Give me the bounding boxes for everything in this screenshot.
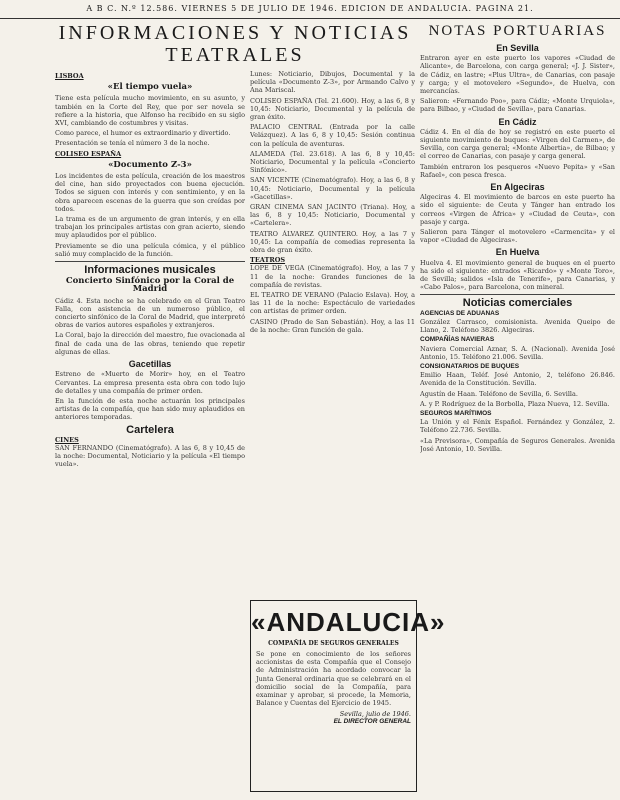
port-notes-title: NOTAS PORTUARIAS xyxy=(428,23,607,39)
paragraph: Previamente se dio una película cómica, y el público salió muy complacido de la función. xyxy=(55,241,245,258)
paragraph: Entraron ayer en este puerto los vapores «Ciudad de Alicante», de Barcelona, con carga general; «J. J. Sister», de Cádiz, en lastre; «Plus Ultra», de Canarias, con pasaje y carga; y el motovelero «Segundo», de Huelva, con mercancías. xyxy=(420,54,615,96)
divider xyxy=(55,261,245,262)
paragraph: Agustín de Haan. Teléfono de Sevilla, 6. Sevilla. xyxy=(420,389,578,398)
article-heading: Concierto Sinfónico por la Coral de Madrid xyxy=(65,276,235,295)
category-label: SEGUROS MARÍTIMOS xyxy=(420,409,492,417)
paragraph: «La Previsora», Compañía de Seguros Generales. Avenida José Antonio, 10. Sevilla. xyxy=(420,436,615,453)
section-heading: En Sevilla xyxy=(496,43,539,53)
ad-signature-date: Sevilla, julio de 1946. xyxy=(339,710,411,719)
section-heading: Noticias comerciales xyxy=(462,297,573,310)
paragraph: Emilio Haan, Teléf. José Antonio, 2, teléfono 26.846. Avenida de la Constitución. Sevilla. xyxy=(420,371,615,388)
ad-signature: EL DIRECTOR GENERAL xyxy=(333,718,411,726)
column-middle xyxy=(250,70,415,595)
paragraph: EL TEATRO DE VERANO (Palacio Eslava). Hoy, a las 11 de la noche: Espectáculo de variedades con artistas de primer orden. xyxy=(250,291,415,316)
paragraph: Los incidentes de esta película, creación de los maestros del cine, han sido proyectados con buena ejecución. Todos se siguen con interés y con sentimiento, y en la obra aparecen escenas de la guerra que son creídas por todos. xyxy=(55,172,245,213)
paragraph: ALAMEDA (Tel. 23.618). A las 6, 8 y 10,45: Noticiario, Documental y la película «Concierto Sinfónico». xyxy=(250,149,415,175)
paragraph: SAN VICENTE (Cinematógrafo). Hoy, a las 6, 8 y 10,45: Noticiario, Documental y la película «Gacetillas». xyxy=(250,176,415,201)
section-heading: En Huelva xyxy=(495,247,540,258)
paragraph: CASINO (Prado de San Sebastián). Hoy, a las 11 de la noche: Gran función de gala. xyxy=(250,317,415,334)
paragraph: Huelva 4. El movimiento general de buques en el puerto ha sido el siguiente: entrados «Ricardo» y «Monte Toro», de Sevilla; salidos «Isla de Tenerife», para Canarias, y «Cabo Palos», para Barcelona, con mineral. xyxy=(420,258,615,292)
section-tag: CINES xyxy=(55,435,79,444)
paragraph: SAN FERNANDO (Cinematógrafo). A las 6, 8 y 10,45 de la noche: Documental, Noticiario y la película «El tiempo vuela». xyxy=(55,443,245,469)
paragraph: Tiene esta película mucho movimiento, en su asunto, y también en la Corte del Rey, que por ser novela se refiere a la historia, que Alfonso ha recibido en su siglo XVI, cambiando de costumbres y visitas. xyxy=(55,94,245,128)
paragraph: COLISEO ESPAÑA (Tel. 21.600). Hoy, a las 6, 8 y 10,45: Noticiario, Documental y la película de gran éxito. xyxy=(250,96,415,122)
section-heading: En Cádiz xyxy=(498,116,537,127)
paragraph: Presentación se tenía el número 3 de la noche. xyxy=(55,139,210,148)
paragraph: Como parece, el humor es extraordinario y divertido. xyxy=(55,129,231,138)
paragraph: Algeciras 4. El movimiento de barcos en este puerto ha sido el siguiente: de Ceuta y Tánger han entrado los correos «Virgen de África» y «Ciudad de Ceuta», con pasaje y carga. xyxy=(420,193,615,226)
section-heading: En Algeciras xyxy=(490,182,545,193)
divider xyxy=(420,294,615,295)
paragraph: La Unión y el Fénix Español. Fernández y González, 2. Teléfono 22.736. Sevilla. xyxy=(420,418,615,435)
paragraph: También entraron los pesqueros «Nuevo Pepita» y «San Rafael», con pesca fresca. xyxy=(420,162,615,179)
paragraph: PALACIO CENTRAL (Entrada por la calle Velázquez). A las 6, 8 y 10,45: Sesión continua con la película de aventuras. xyxy=(250,123,415,148)
column-right xyxy=(420,22,615,795)
column-left xyxy=(55,70,245,795)
paragraph: GRAN CINEMA SAN JACINTO (Triana). Hoy, a las 6, 8 y 10,45: Noticiario, Documental y «Cartelera». xyxy=(250,203,415,228)
section-heading: Cartelera xyxy=(126,423,174,436)
ad-subtitle: COMPAÑÍA DE SEGUROS GENERALES xyxy=(268,640,399,647)
paragraph: En la función de esta noche actuarán los principales artistas de la compañía, que han sido muy aplaudidos en anteriores temporadas. xyxy=(55,396,245,422)
paragraph: Estreno de «Muerto de Morir» hoy, en el Teatro Cervantes. La empresa presenta esta obra con todo lujo de detalles y una compañía de primer orden. xyxy=(55,370,245,395)
section-tag: LISBOA xyxy=(55,72,84,80)
section-tag: TEATROS xyxy=(250,256,286,265)
paragraph: Salieron: «Fernando Poo», para Cádiz; «Monte Urquiola», para Bilbao, y «Ciudad de Sevilla», para Canarias. xyxy=(420,97,615,114)
paragraph: Salieron para Tánger el motovelero «Carmencita» y el vapor «Ciudad de Algeciras». xyxy=(420,228,615,245)
article-heading: «El tiempo vuela» xyxy=(107,82,193,93)
paragraph: Lunes: Noticiario, Dibujos, Documental y la película «Documento Z-3», por Armando Calvo y Ana Mariscal. xyxy=(250,70,415,95)
ad-title: «ANDALUCIA» xyxy=(251,607,446,637)
paragraph: LOPE DE VEGA (Cinematógrafo). Hoy, a las 7 y 11 de la noche: Grandes funciones de la compañía de revistas. xyxy=(250,264,415,289)
page-header: A B C. N.º 12.586. VIERNES 5 DE JULIO DE 1946. EDICION DE ANDALUCIA. PAGINA 21. xyxy=(0,0,620,19)
section-heading: Gacetillas xyxy=(128,359,172,370)
paragraph: Cádiz 4. Esta noche se ha celebrado en el Gran Teatro Falla, con asistencia de un numeroso público, el concierto sinfónico de la Coral de Madrid, que interpretó obras de varios autores españoles y extranjeros. xyxy=(55,296,245,330)
category-label: AGENCIAS DE ADUANAS xyxy=(420,309,500,317)
paragraph: TEATRO ÁLVAREZ QUINTERO. Hoy, a las 7 y 10,45: La compañía de comedias representa la obra de gran éxito. xyxy=(250,229,415,255)
ad-body: Se pone en conocimiento de los señores accionistas de esta Compañía que el Consejo de Administración ha acordado convocar la Junta General ordinaria que se celebrará en el domicilio social de la Compañía, para examinar y aprobar, si procede, la Memoria, Balance y Cuentas del Ejercicio de 1945. xyxy=(256,650,411,708)
paragraph: La Coral, bajo la dirección del maestro, fue ovacionada al final de cada una de las obras, teniendo que repetir algunas de ellas. xyxy=(55,331,245,356)
category-label: CONSIGNATARIOS DE BUQUES xyxy=(420,362,520,370)
advertisement-box xyxy=(250,600,446,792)
paragraph: Naviera Comercial Aznar, S. A. (Nacional). Avenida José Antonio, 15. Teléfono 21.006. Sevilla. xyxy=(420,344,615,361)
paragraph: González Carrasco, comisionista. Avenida Queipo de Llano, 2. Teléfono 3826. Algeciras. xyxy=(420,317,615,335)
section-heading: Informaciones musicales xyxy=(84,264,216,277)
paragraph: A. y P. Rodríguez de la Borbolla, Plaza Nueva, 12. Sevilla. xyxy=(420,399,610,408)
article-heading: «Documento Z-3» xyxy=(108,159,192,170)
page-title: INFORMACIONES Y NOTICIAS TEATRALES xyxy=(58,22,412,66)
category-label: COMPAÑÍAS NAVIERAS xyxy=(420,336,495,344)
section-tag: COLISEO ESPAÑA xyxy=(55,149,122,158)
paragraph: La trama es de un argumento de gran interés, y en ella trabajan los principales artistas con gran acierto, siendo muy aplaudidos por el público. xyxy=(55,215,245,240)
paragraph: Cádiz 4. En el día de hoy se registró en este puerto el siguiente movimiento de buques: «Virgen del Carmen», de Sevilla, con carga general; «Monte Albertia», de Bilbao; y el correo de Canarias, con pasaje y carga general. xyxy=(420,127,615,161)
